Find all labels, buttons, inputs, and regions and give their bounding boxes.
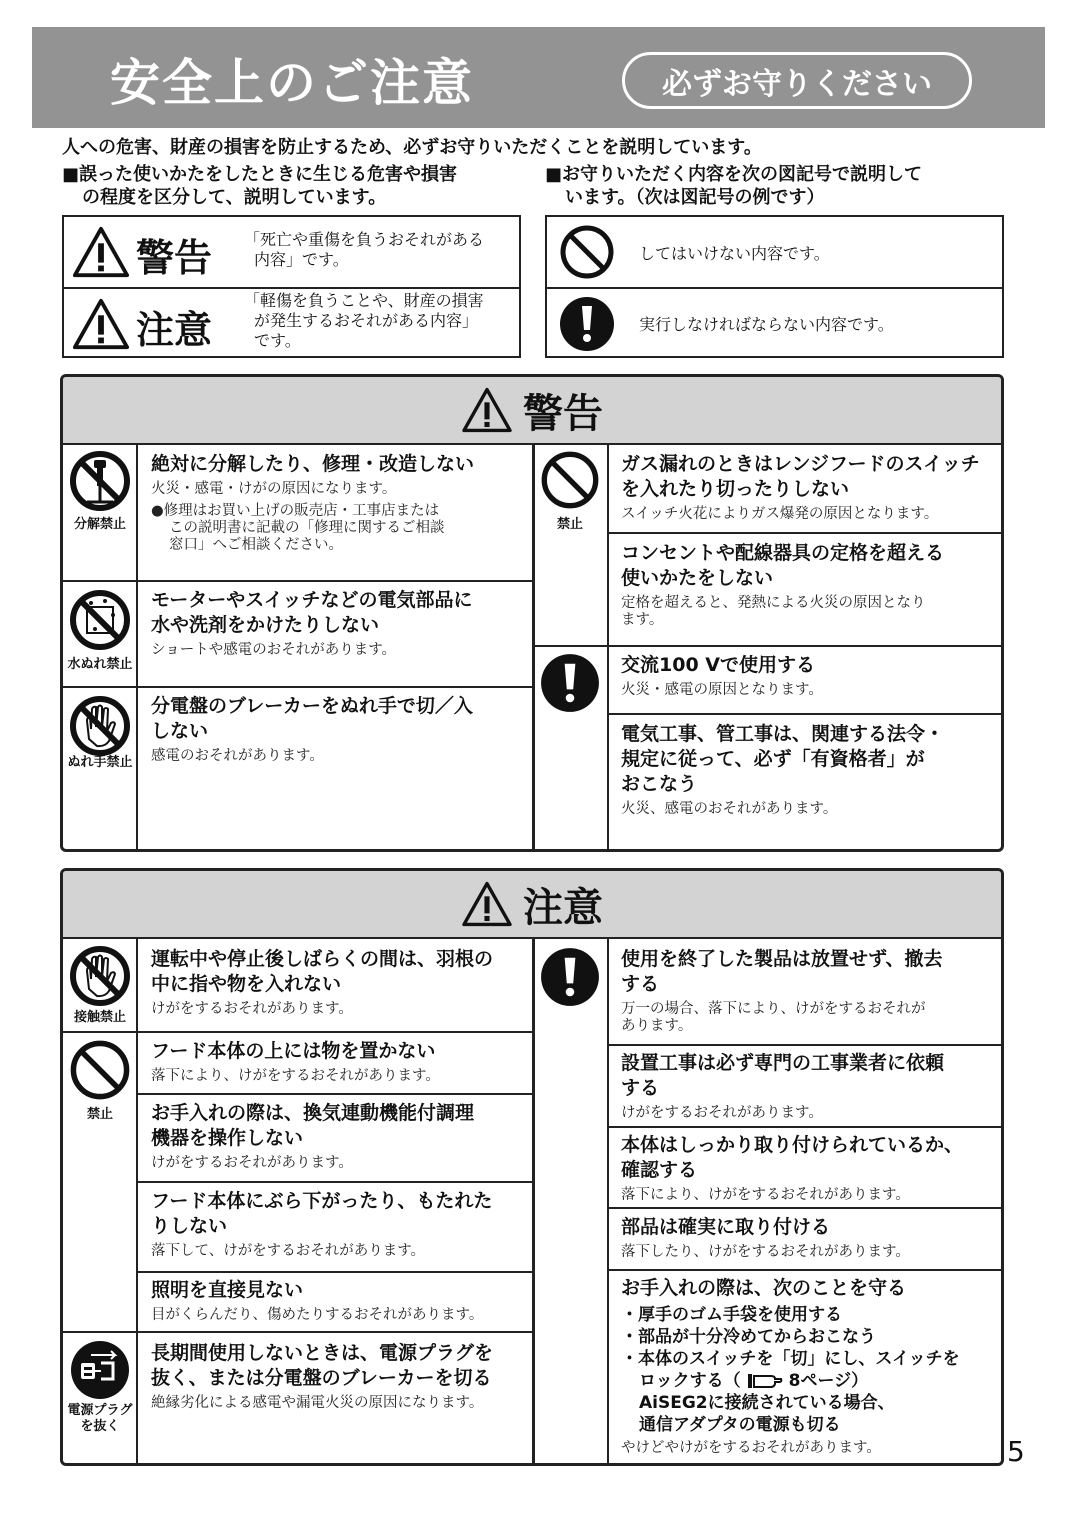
caution-description: 「軽傷を負うことや、財産の損害 が発生するおそれがある内容」 です。	[244, 291, 484, 350]
divider	[136, 1093, 534, 1095]
divider	[607, 1207, 1004, 1209]
divider	[63, 686, 534, 688]
unplug-label: 電源プラグ を抜く	[67, 1403, 133, 1434]
warning-panel-header	[63, 377, 1001, 445]
warning-label: 警告	[136, 236, 213, 280]
divider	[607, 1044, 1004, 1046]
divider	[607, 532, 1004, 534]
right-note-line-1: ■お守りいただく内容を次の図記号で説明して	[545, 164, 923, 185]
divider	[532, 445, 535, 852]
warning-triangle-icon	[72, 225, 130, 279]
symbol-prohibit-row	[547, 217, 1002, 287]
symbol-legend	[545, 215, 1004, 358]
no-touch-label: 接触禁止	[73, 1010, 126, 1025]
caution-item-remove-disused: 使用を終了した製品は放置せず、撤去 する 万一の場合、落下により、けがをするおそれが あります。	[621, 948, 943, 1034]
lock-switch-line: ロックする（ 8ページ）	[639, 1371, 869, 1391]
divider	[532, 939, 535, 1466]
mandatory-description: 実行しなければならない内容です。	[639, 315, 894, 334]
no-wet-hands-label: ぬれ手禁止	[67, 755, 133, 770]
warning-item-ac-100v: 交流100 Vで使用する 火災・感電の原因となります。	[621, 654, 823, 698]
divider	[63, 1031, 534, 1033]
no-disassembly-label: 分解禁止	[73, 517, 126, 532]
divider	[136, 1271, 534, 1273]
page-header	[32, 27, 1045, 128]
symbol-mandatory-row	[547, 287, 1002, 358]
prohibit-icon	[69, 1039, 131, 1101]
caution-item-unplug: 長期間使用しないときは、電源プラグを 抜く、または分電盤のブレーカーを切る 絶縁劣化による感電や漏電火災の原因になります。	[151, 1342, 494, 1411]
prohibit-description: してはいけない内容です。	[639, 243, 830, 263]
divider	[607, 1126, 1004, 1128]
severity-caution-row	[64, 287, 519, 358]
no-touch-icon	[69, 945, 131, 1007]
warning-triangle-icon	[461, 881, 513, 927]
caution-item-cleaning: お手入れの際は、次のことを守る ・厚手のゴム手袋を使用する ・部品が十分冷めてからおこなう ・本体のスイッチを「切」にし、スイッチを ロックする（ 8ページ） AiSEG2に接続されている場合、 通信アダプタの電源も切る やけどやけがをするおそれがあります。	[621, 1276, 1004, 1457]
warning-item-qualified-work: 電気工事、管工事は、関連する法令・ 規定に従って、必ず「有資格者」が おこなう 火災、感電のおそれがあります。	[621, 723, 945, 817]
prohibit-label: 禁止	[86, 1107, 113, 1122]
divider	[63, 1331, 534, 1333]
warning-triangle-icon	[72, 297, 130, 351]
warning-description: 「死亡や重傷を負うおそれがある 内容」です。	[244, 230, 485, 269]
caution-item-professional-install: 設置工事は必ず専門の工事業者に依頼 する けがをするおそれがあります。	[621, 1052, 945, 1121]
must-follow-badge: 必ずお守りください	[622, 52, 972, 109]
mandatory-icon	[540, 653, 600, 713]
mandatory-icon	[540, 947, 600, 1007]
divider	[136, 1181, 534, 1183]
prohibit-label: 禁止	[556, 517, 583, 532]
no-disassembly-icon	[69, 450, 131, 512]
left-note-line-1: ■誤った使いかたをしたときに生じる危害や損害	[62, 164, 458, 185]
warning-item-water: モーターやスイッチなどの電気部品に 水や洗剤をかけたりしない ショートや感電のおそれがあります。	[151, 589, 473, 658]
warning-item-wet-hands: 分電盤のブレーカーをぬれ手で切／入 しない 感電のおそれがあります。	[151, 695, 473, 764]
caution-panel-title: 注意	[523, 884, 603, 931]
intro-line: 人への危害、財産の損害を防止するため、必ずお守りいただくことを説明しています。	[62, 137, 762, 158]
no-water-icon	[69, 589, 131, 651]
unplug-icon	[69, 1339, 131, 1401]
no-water-label: 水ぬれ禁止	[67, 657, 133, 672]
caution-item-linked-cooker: お手入れの際は、換気連動機能付調理 機器を操作しない けがをするおそれがあります。	[151, 1102, 475, 1171]
caution-item-no-objects-on-hood: フード本体の上には物を置かない 落下により、けがをするおそれがあります。	[151, 1040, 440, 1084]
severity-legend	[62, 215, 521, 358]
severity-warning-row	[64, 217, 519, 287]
page-title: 安全上のご注意	[110, 54, 474, 112]
right-note-line-2: います。（次は図記号の例です）	[565, 187, 825, 208]
caution-item-attach-parts: 部品は確実に取り付ける 落下したり、けがをするおそれがあります。	[621, 1216, 910, 1260]
prohibit-icon	[540, 450, 600, 510]
prohibit-icon	[559, 224, 615, 280]
divider	[532, 645, 1004, 647]
left-note-line-2: の程度を区分して、説明しています。	[82, 187, 387, 208]
caution-panel	[60, 868, 1004, 1466]
warning-triangle-icon	[461, 387, 513, 433]
caution-item-fan-blades: 運転中や停止後しばらくの間は、羽根の 中に指や物を入れない けがをするおそれがあります。	[151, 948, 494, 1017]
warning-panel	[60, 374, 1004, 852]
caution-item-no-hanging: フード本体にぶら下がったり、もたれた りしない 落下して、けがをするおそれがあります。	[151, 1190, 493, 1259]
caution-panel-header	[63, 871, 1001, 939]
warning-item-outlet-rating: コンセントや配線器具の定格を超える 使いかたをしない 定格を超えると、発熱による火災の原因となり ます。	[621, 542, 945, 628]
divider	[607, 939, 609, 1466]
divider	[607, 1269, 1004, 1271]
caution-item-light: 照明を直接見ない 目がくらんだり、傷めたりするおそれがあります。	[151, 1279, 484, 1323]
page-number: 5	[1007, 1435, 1025, 1468]
caution-label: 注意	[136, 308, 213, 352]
divider	[607, 713, 1004, 715]
warning-item-disassembly: 絶対に分解したり、修理・改造しない 火災・感電・けがの原因になります。 ●修理はお買い上げの販売店・工事店または この説明書に記載の「修理に関するご相談 窓口」へご相談ください。	[151, 453, 475, 553]
divider	[607, 445, 609, 852]
no-wet-hands-icon	[69, 695, 131, 757]
caution-item-check-mounting: 本体はしっかり取り付けられているか、 確認する 落下により、けがをするおそれがあります。	[621, 1134, 964, 1203]
warning-item-gas-leak: ガス漏れのときはレンジフードのスイッチ を入れたり切ったりしない スイッチ火花によりガス爆発の原因となります。	[621, 453, 980, 522]
warning-panel-title: 警告	[523, 390, 603, 437]
divider	[63, 580, 534, 582]
reference-hand-icon	[747, 1372, 783, 1390]
divider	[136, 445, 138, 852]
mandatory-icon	[559, 296, 615, 352]
